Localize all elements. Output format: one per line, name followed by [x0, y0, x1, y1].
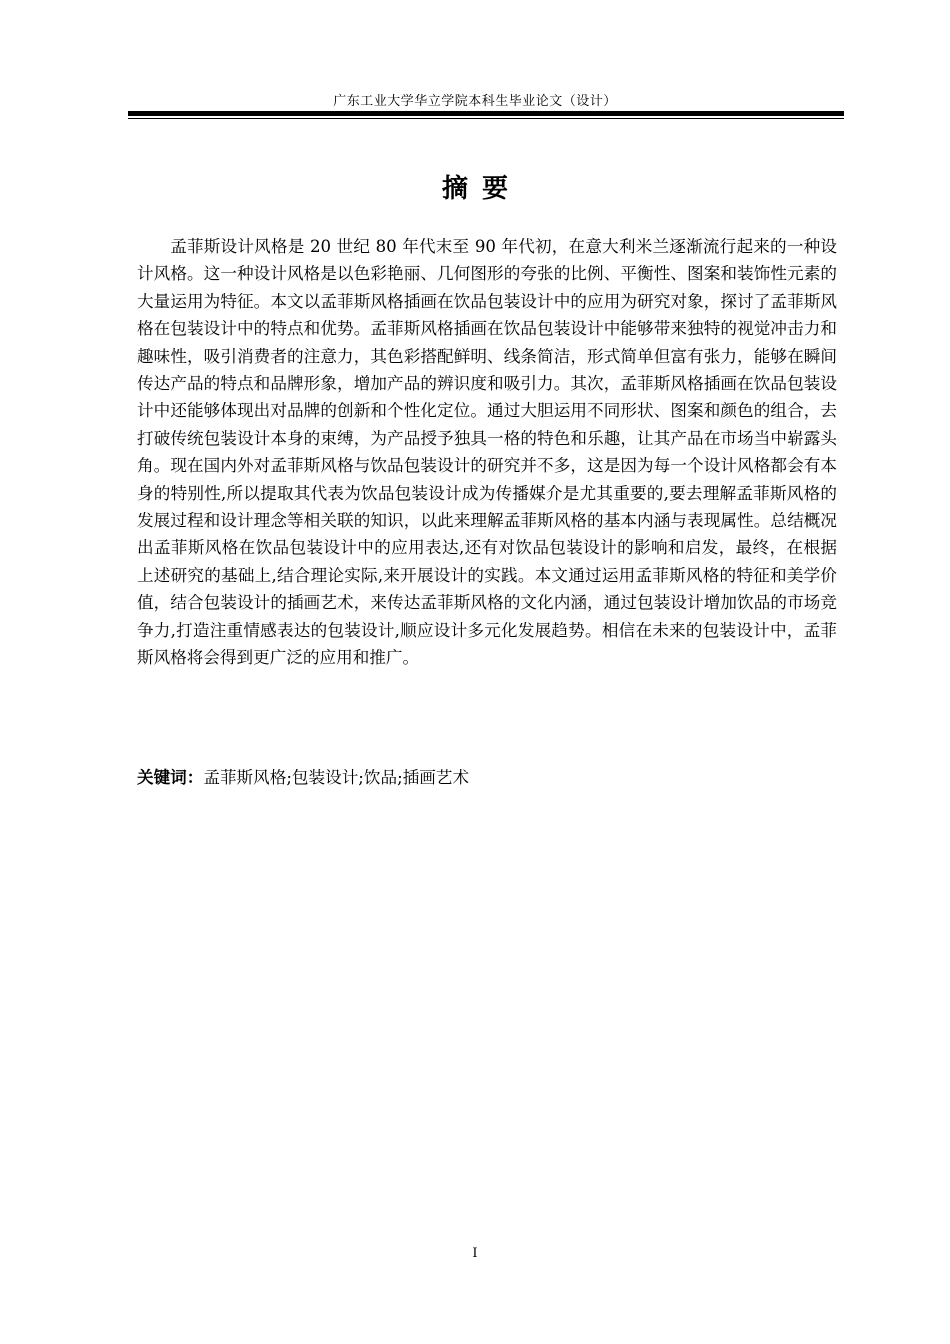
running-header: 广东工业大学华立学院本科生毕业论文（设计）	[333, 94, 617, 109]
keywords-label: 关键词：	[137, 768, 204, 787]
abstract-body: 孟菲斯设计风格是 20 世纪 80 年代末至 90 年代初，在意大利米兰逐渐流行起来的一种设计风格。这一种设计风格是以色彩艳丽、几何图形的夸张的比例、平衡性、图案和装饰性元素的大量运用为特征。本文以孟菲斯风格插画在饮品包装设计中的应用为研究对象，探讨了孟菲斯风格在包装设计中的特点和优势。孟菲斯风格插画在饮品包装设计中能够带来独特的视觉冲击力和趣味性，吸引消费者的注意力，其色彩搭配鲜明、线条简洁，形式简单但富有张力，能够在瞬间传达产品的特点和品牌形象，增加产品的辨识度和吸引力。其次，孟菲斯风格插画在饮品包装设计中还能够体现出对品牌的创新和个性化定位。通过大胆运用不同形状、图案和颜色的组合，去打破传统包装设计本身的束缚，为产品授予独具一格的特色和乐趣，让其产品在市场当中崭露头角。现在国内外对孟菲斯风格与饮品包装设计的研究并不多，这是因为每一个设计风格都会有本身的特别性,所以提取其代表为饮品包装设计成为传播媒介是尤其重要的,要去理解孟菲斯风格的发展过程和设计理念等相关联的知识，以此来理解孟菲斯风格的基本内涵与表现属性。总结概况出孟菲斯风格在饮品包装设计中的应用表达,还有对饮品包装设计的影响和启发，最终，在根据上述研究的基础上,结合理论实际,来开展设计的实践。本文通过运用孟菲斯风格的特征和美学价值，结合包装设计的插画艺术，来传达孟菲斯风格的文化内涵，通过包装设计增加饮品的市场竞争力,打造注重情感表达的包装设计,顺应设计多元化发展趋势。相信在未来的包装设计中，孟菲斯风格将会得到更广泛的应用和推广。	[137, 237, 837, 668]
header-rule-thin	[128, 118, 844, 119]
page-number: I	[472, 1246, 478, 1261]
keywords-line	[137, 764, 837, 791]
keywords-value: 孟菲斯风格;包装设计;饮品;插画艺术	[203, 768, 470, 787]
abstract-title: 摘要	[441, 174, 522, 204]
header-rule-thick	[128, 111, 844, 116]
